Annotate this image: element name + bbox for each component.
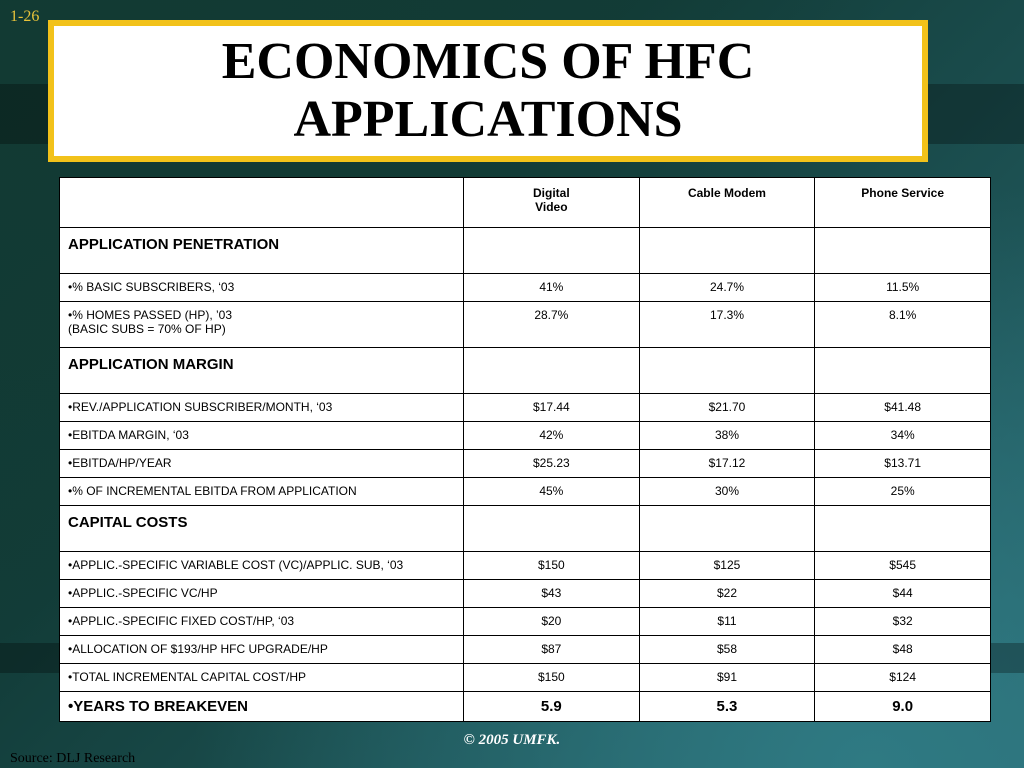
table-row — [60, 608, 991, 636]
value-cell: 5.3 — [639, 692, 815, 722]
row-label: •YEARS TO BREAKEVEN — [60, 692, 464, 722]
value-cell: $44 — [815, 580, 991, 608]
value-cell: $17.12 — [639, 450, 815, 478]
value-cell — [639, 348, 815, 394]
value-cell: $32 — [815, 608, 991, 636]
source-note: Source: DLJ Research — [10, 751, 136, 766]
table-row — [60, 636, 991, 664]
value-cell: $91 — [639, 664, 815, 692]
value-cell: $545 — [815, 552, 991, 580]
value-cell: 17.3% — [639, 302, 815, 348]
row-label: •APPLIC.-SPECIFIC VC/HP — [60, 580, 464, 608]
table-section-row — [60, 348, 991, 394]
value-cell: $21.70 — [639, 394, 815, 422]
value-cell: $13.71 — [815, 450, 991, 478]
value-cell: $150 — [464, 664, 640, 692]
row-label: •EBITDA/HP/YEAR — [60, 450, 464, 478]
value-cell: $124 — [815, 664, 991, 692]
copyright-footer: © 2005 UMFK. — [463, 732, 561, 748]
table-section-row — [60, 506, 991, 552]
row-label: •APPLIC.-SPECIFIC VARIABLE COST (VC)/APPLIC. SUB, ‘03 — [60, 552, 464, 580]
table-row — [60, 552, 991, 580]
row-label: APPLICATION MARGIN — [60, 348, 464, 394]
value-cell: $48 — [815, 636, 991, 664]
slide-number: 1-26 — [10, 8, 40, 25]
value-cell: $11 — [639, 608, 815, 636]
value-cell: 34% — [815, 422, 991, 450]
value-cell — [815, 228, 991, 274]
value-cell: $22 — [639, 580, 815, 608]
row-label: •TOTAL INCREMENTAL CAPITAL COST/HP — [60, 664, 464, 692]
header-cell-phone-service: Phone Service — [815, 178, 991, 228]
value-cell — [639, 506, 815, 552]
table-row — [60, 692, 991, 722]
header-cell-label — [60, 178, 464, 228]
row-label: •EBITDA MARGIN, ‘03 — [60, 422, 464, 450]
economics-table — [59, 177, 991, 722]
value-cell: $17.44 — [464, 394, 640, 422]
value-cell — [464, 348, 640, 394]
table-row — [60, 580, 991, 608]
value-cell: 24.7% — [639, 274, 815, 302]
row-label: •REV./APPLICATION SUBSCRIBER/MONTH, ‘03 — [60, 394, 464, 422]
value-cell: 8.1% — [815, 302, 991, 348]
row-label: •% OF INCREMENTAL EBITDA FROM APPLICATION — [60, 478, 464, 506]
value-cell: $150 — [464, 552, 640, 580]
title-box — [48, 20, 928, 162]
value-cell: 9.0 — [815, 692, 991, 722]
value-cell — [639, 228, 815, 274]
value-cell: $20 — [464, 608, 640, 636]
value-cell: 28.7% — [464, 302, 640, 348]
value-cell — [464, 228, 640, 274]
table-row — [60, 478, 991, 506]
table-row — [60, 422, 991, 450]
value-cell: 30% — [639, 478, 815, 506]
row-label: •% HOMES PASSED (HP), ’03 (BASIC SUBS = 70% OF HP) — [60, 302, 464, 348]
value-cell: $125 — [639, 552, 815, 580]
value-cell: 41% — [464, 274, 640, 302]
value-cell: 25% — [815, 478, 991, 506]
value-cell: $43 — [464, 580, 640, 608]
value-cell: 42% — [464, 422, 640, 450]
value-cell — [815, 506, 991, 552]
value-cell: $41.48 — [815, 394, 991, 422]
value-cell: $87 — [464, 636, 640, 664]
value-cell: 5.9 — [464, 692, 640, 722]
header-cell-cable-modem: Cable Modem — [639, 178, 815, 228]
table-header-row — [60, 178, 991, 228]
value-cell — [464, 506, 640, 552]
row-label: •% BASIC SUBSCRIBERS, ‘03 — [60, 274, 464, 302]
value-cell: 45% — [464, 478, 640, 506]
header-cell-digital-video: Digital Video — [464, 178, 640, 228]
value-cell: $25.23 — [464, 450, 640, 478]
table-row — [60, 664, 991, 692]
slide-title: ECONOMICS OF HFC APPLICATIONS — [221, 33, 755, 148]
table-section-row — [60, 228, 991, 274]
value-cell — [815, 348, 991, 394]
table-row — [60, 394, 991, 422]
table-row — [60, 302, 991, 348]
row-label: APPLICATION PENETRATION — [60, 228, 464, 274]
value-cell: $58 — [639, 636, 815, 664]
row-label: •APPLIC.-SPECIFIC FIXED COST/HP, ‘03 — [60, 608, 464, 636]
value-cell: 11.5% — [815, 274, 991, 302]
row-label: •ALLOCATION OF $193/HP HFC UPGRADE/HP — [60, 636, 464, 664]
row-label: CAPITAL COSTS — [60, 506, 464, 552]
table-row — [60, 274, 991, 302]
table-row — [60, 450, 991, 478]
value-cell: 38% — [639, 422, 815, 450]
